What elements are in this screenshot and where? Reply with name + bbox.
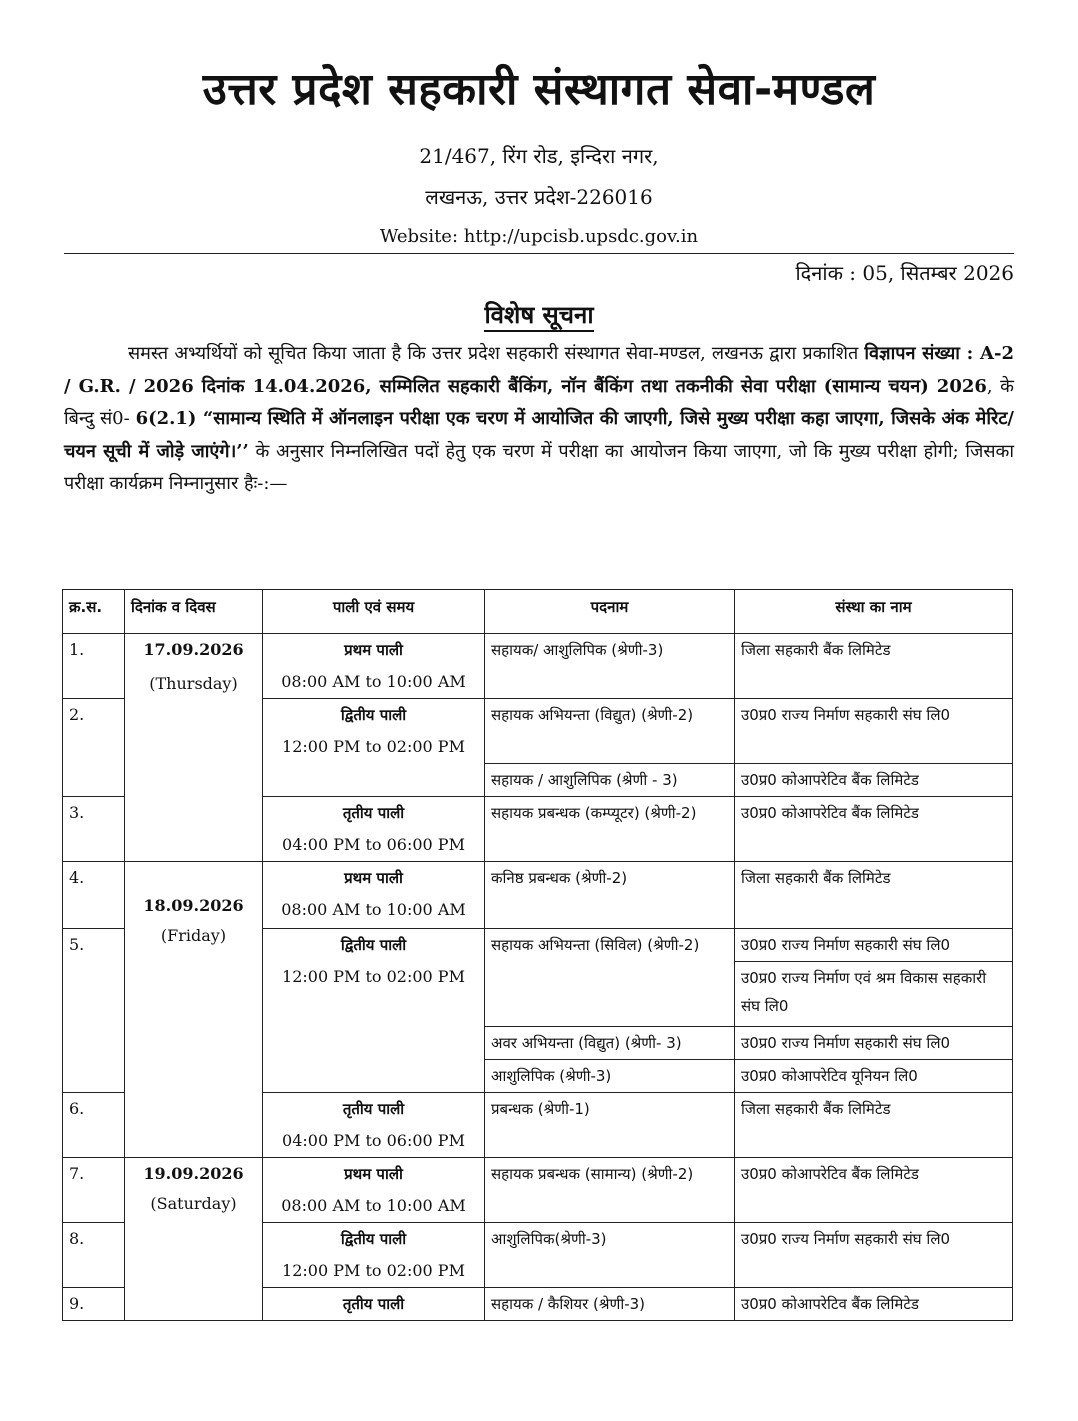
row-sno: 2.: [63, 699, 125, 797]
shift-time: 12:00 PM to 02:00 PM: [282, 1261, 465, 1280]
shift-cell: [263, 929, 485, 1093]
header-shift-time: पाली एवं समय: [263, 590, 485, 634]
para-clause-quote: 6(2.1) “सामान्य स्थिति में ऑनलाइन परीक्षा एक चरण में आयोजित की जाएगी, जिसे मुख्य परीक्षा कहा जाएगा, जिसके अंक मेरिट/चयन सूची में जोड़े जाएंगे।’’: [64, 408, 1014, 462]
post-name: सहायक अभियन्ता (विद्युत) (श्रेणी-2): [485, 699, 735, 764]
shift-time: 08:00 AM to 10:00 AM: [281, 900, 466, 919]
para-text-3: के अनुसार निम्नलिखित पदों हेतु एक चरण में परीक्षा का आयोजन किया जाएगा, जो कि मुख्य परीक्षा होगी; जिसका परीक्षा कार्यक्रम निम्नानुसार हैः-:—: [64, 440, 1015, 494]
institution-name: उ0प्र0 कोआपरेटिव बैंक लिमिटेड: [735, 1288, 1013, 1321]
notice-title-text: विशेष सूचना: [484, 301, 593, 332]
institution-name: उ0प्र0 राज्य निर्माण एवं श्रम विकास सहकारी संघ लि0: [735, 962, 1013, 1027]
para-text-2: , के बिन्दु सं0-: [64, 375, 1014, 429]
row-sno: 6.: [63, 1093, 125, 1158]
institution-name: जिला सहकारी बैंक लिमिटेड: [735, 1093, 1013, 1158]
row-sno: 9.: [63, 1288, 125, 1321]
date-cell: [125, 1158, 263, 1321]
shift-time: 04:00 PM to 06:00 PM: [282, 835, 465, 854]
post-name: सहायक / कैशियर (श्रेणी-3): [485, 1288, 735, 1321]
post-name: सहायक / आशुलिपिक (श्रेणी - 3): [485, 764, 735, 797]
institution-name: उ0प्र0 कोआपरेटिव बैंक लिमिटेड: [735, 764, 1013, 797]
table-row: [63, 634, 1013, 699]
address-line2: लखनऊ, उत्तर प्रदेश-226016: [425, 185, 653, 209]
shift-cell: [263, 1093, 485, 1158]
header-divider: [64, 253, 1014, 254]
shift-time: 12:00 PM to 02:00 PM: [282, 967, 465, 986]
post-name: अवर अभियन्ता (विद्युत) (श्रेणी- 3): [485, 1027, 735, 1060]
header-post: पदनाम: [485, 590, 735, 634]
institution-name: उ0प्र0 राज्य निर्माण सहकारी संघ लि0: [735, 1223, 1013, 1288]
row-sno: 7.: [63, 1158, 125, 1223]
institution-name: उ0प्र0 कोआपरेटिव बैंक लिमिटेड: [735, 797, 1013, 862]
table-row: [63, 1158, 1013, 1223]
header-date-day: दिनांक व दिवस: [125, 590, 263, 634]
shift-cell: [263, 1158, 485, 1223]
shift-cell: [263, 1223, 485, 1288]
notice-paragraph: [64, 338, 1014, 501]
institution-name: उ0प्र0 कोआपरेटिव यूनियन लि0: [735, 1060, 1013, 1093]
para-text-1: समस्त अभ्यर्थियों को सूचित किया जाता है कि उत्तर प्रदेश सहकारी संस्थागत सेवा-मण्डल, लखनऊ द्वारा प्रकाशित: [128, 343, 865, 364]
shift-cell: [263, 699, 485, 797]
post-name: प्रबन्धक (श्रेणी-1): [485, 1093, 735, 1158]
institution-name: उ0प्र0 राज्य निर्माण सहकारी संघ लि0: [735, 929, 1013, 962]
post-name: सहायक अभियन्ता (सिविल) (श्रेणी-2): [485, 929, 735, 1027]
shift-time: 08:00 AM to 10:00 AM: [281, 672, 466, 691]
address-line1: 21/467, रिंग रोड, इन्दिरा नगर,: [419, 144, 659, 168]
table-row: [63, 862, 1013, 929]
shift-name: तृतीय पाली: [342, 1100, 405, 1118]
exam-day: (Friday): [160, 926, 227, 945]
shift-name: प्रथम पाली: [344, 1165, 403, 1183]
website-link[interactable]: Website: http://upcisb.upsdc.gov.in: [379, 226, 699, 247]
post-name: कनिष्ठ प्रबन्धक (श्रेणी-2): [485, 862, 735, 929]
shift-name: प्रथम पाली: [344, 641, 403, 659]
post-name: आशुलिपिक(श्रेणी-3): [485, 1223, 735, 1288]
notice-title: [0, 298, 1078, 332]
institution-name: जिला सहकारी बैंक लिमिटेड: [735, 634, 1013, 699]
institution-name: उ0प्र0 राज्य निर्माण सहकारी संघ लि0: [735, 1027, 1013, 1060]
shift-time: 08:00 AM to 10:00 AM: [281, 1196, 466, 1215]
row-sno: 5.: [63, 929, 125, 1093]
shift-name: तृतीय पाली: [342, 804, 405, 822]
exam-date: 19.09.2026: [143, 1164, 244, 1183]
post-name: सहायक प्रबन्धक (कम्प्यूटर) (श्रेणी-2): [485, 797, 735, 862]
exam-date: 18.09.2026: [143, 896, 244, 915]
institution-name: उ0प्र0 राज्य निर्माण सहकारी संघ लि0: [735, 699, 1013, 764]
header-institution: संस्था का नाम: [735, 590, 1013, 634]
shift-cell: [263, 1288, 485, 1321]
shift-name: द्वितीय पाली: [340, 1230, 407, 1248]
post-name: सहायक प्रबन्धक (सामान्य) (श्रेणी-2): [485, 1158, 735, 1223]
table-header-row: [63, 590, 1013, 634]
exam-day: (Thursday): [149, 674, 238, 693]
shift-cell: [263, 634, 485, 699]
institution-name: उ0प्र0 कोआपरेटिव बैंक लिमिटेड: [735, 1158, 1013, 1223]
shift-name: द्वितीय पाली: [340, 706, 407, 724]
shift-time: 04:00 PM to 06:00 PM: [282, 1131, 465, 1150]
date-cell: [125, 634, 263, 862]
post-name: आशुलिपिक (श्रेणी-3): [485, 1060, 735, 1093]
shift-time: 12:00 PM to 02:00 PM: [282, 737, 465, 756]
exam-schedule-table: [62, 589, 1013, 1321]
shift-name: प्रथम पाली: [344, 869, 403, 887]
notice-date: दिनांक : 05, सितम्बर 2026: [795, 261, 1014, 285]
exam-date: 17.09.2026: [143, 640, 244, 659]
org-name: उत्तर प्रदेश सहकारी संस्थागत सेवा-मण्डल: [202, 64, 876, 115]
row-sno: 8.: [63, 1223, 125, 1288]
row-sno: 4.: [63, 862, 125, 929]
row-sno: 1.: [63, 634, 125, 699]
shift-name: द्वितीय पाली: [340, 936, 407, 954]
header-sno: क्र.स.: [63, 590, 125, 634]
institution-name: जिला सहकारी बैंक लिमिटेड: [735, 862, 1013, 929]
shift-name: तृतीय पाली: [342, 1295, 405, 1313]
shift-cell: [263, 797, 485, 862]
shift-cell: [263, 862, 485, 929]
exam-day: (Saturday): [150, 1194, 237, 1213]
row-sno: 3.: [63, 797, 125, 862]
post-name: सहायक/ आशुलिपिक (श्रेणी-3): [485, 634, 735, 699]
para-advert-ref: विज्ञापन संख्या : A-2 / G.R. / 2026 दिनांक 14.04.2026, सम्मिलित सहकारी बैंकिंग, नॉन बैंकिंग तथा तकनीकी सेवा परीक्षा (सामान्य चयन) 2026: [64, 343, 1014, 397]
date-cell: [125, 862, 263, 1158]
